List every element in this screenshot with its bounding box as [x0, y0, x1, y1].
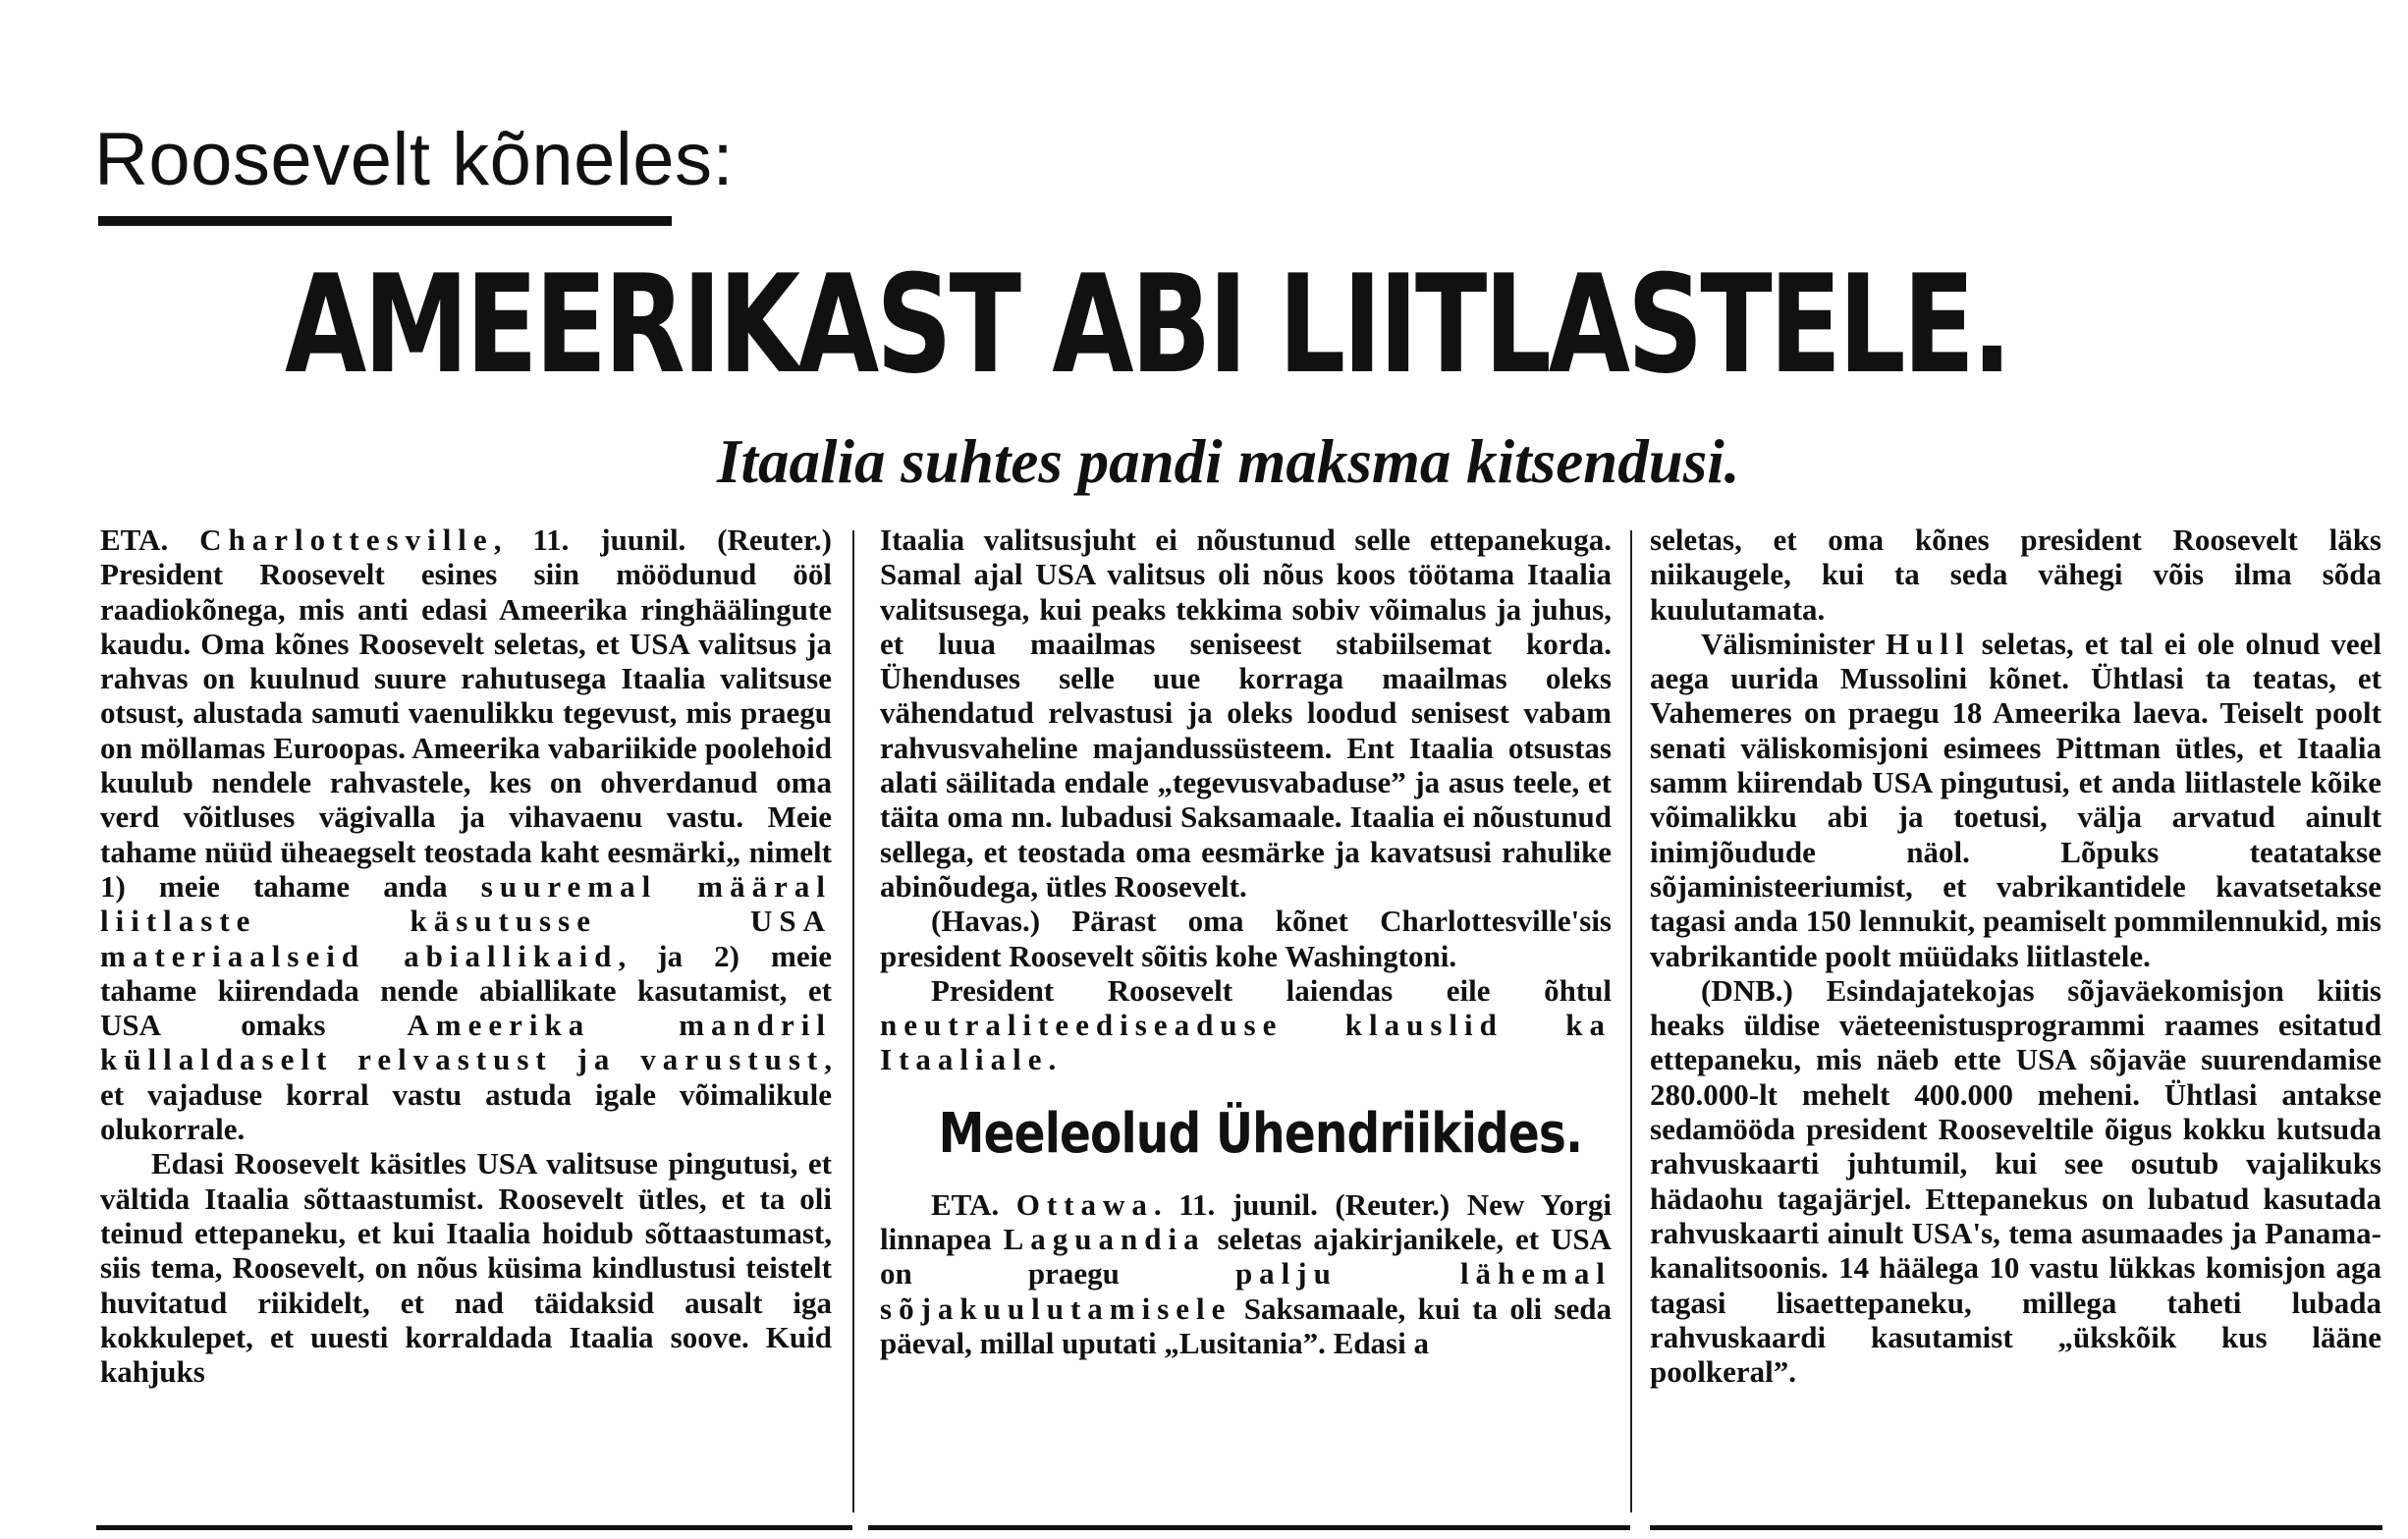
bottom-rule-middle [868, 1525, 1630, 1530]
paragraph: Itaalia valitsusjuht ei nõustunud selle ettepanekuga. Samal ajal USA valitsus oli nõus koos töötama Itaalia valitsusega, kui peaks tekkima sobiv võimalus ja juhus, et luua maailmas seniseest stabiilsemat korda. Ühenduses selle uue korraga maailmas oleks vähendatud relvastusi ja oleks loodud senisest vabam rahvusvaheline majandussüsteem. Ent Itaalia otsustas alati säilitada endale „tegevusvabaduse” ja asus teele, et täita oma nn. lubadusi Saksamaale. Itaalia ei nõustunud sellega, et teostada oma eesmärke ja kavatsusi rahulike abinõudega, ütles Roosevelt. [880, 522, 1612, 904]
column-rule-2 [1630, 530, 1632, 1512]
column-rule-1 [852, 530, 854, 1512]
paragraph: Välisminister Hull seletas, et tal ei ole olnud veel aega uurida Mussolini kõnet. Ühtlasi ta teatas, et Vahemeres on praegu 18 Ameerika laeva. Teiselt poolt senati väliskomisjoni esimees Pittman ütles, et Itaalia samm kiirendab USA pingutusi, et anda liitlastele kõike võimalikku abi ja toetusi, välja arvatud ainult inimjõudude näol. Lõpuks teatatakse sõjaministeeriumist, et vabrikantidele kavatsetakse tagasi anda 150 lennukit, peamiselt pommilennukid, mis vabrikantide poolt müüdaks liitlastele. [1650, 626, 2382, 973]
paragraph: (DNB.) Esindajatekojas sõjaväekomisjon kiitis heaks üldise väeteenistusprogrammi raames esitatud ettepaneku, mis näeb ette USA sõjaväe suurendamise 280.000-lt mehelt 400.000 meheni. Ühtlasi antakse sedamööda president Rooseveltile õigus kokku kutsuda rahvuskaarti juhtumil, kui see osutub vajalikuks hädaohu tagajärjel. Ettepanekus on lubatud kasutada rahvuskaarti ainult USA's, tema asumaades ja Panama-kanalitsoonis. 14 häälega 10 vastu lükkas komisjon aga tagasi lisaettepaneku, millega taheti lubada rahvuskaardi kasutamist „ükskõik kus lääne poolkeral”. [1650, 972, 2381, 1390]
agency-tag: ETA. [100, 522, 200, 557]
paragraph: Edasi Roosevelt käsitles USA valitsuse pingutusi, et vältida Itaalia sõttaastumist. Roosevelt ütles, et ta oli teinud ettepaneku, et kui Itaalia hoidub sõttaastumast, siis tema, Roosevelt, on nõus küsima kindlustusi teistelt huvitatud riikidelt, et nad täidaksid ausalt iga kokkulepet, et uuesti korraldada Itaalia soove. Kuid kahjuks [100, 1146, 832, 1390]
paragraph: seletas, et oma kõnes president Roosevelt läks niikaugele, kui ta seda vähegi võis ilma sõda kuulutamata. [1650, 522, 2381, 627]
spaced-emphasis: neutraliteediseaduse klauslid ka Itaaliale [880, 1008, 1612, 1077]
dateline-place: Ottawa [1015, 1186, 1154, 1222]
paragraph: ETA. Charlottesville, 11. juunil. (Reuter.) President Roosevelt esines siin möödunud ööl raadiokõnega, mis anti edasi Ameerika ringhäälingute kaudu. Oma kõnes Roosevelt seletas, et USA valitsus ja rahvas on kuulnud suure rahutusega Itaalia valitsuse otsust, alustada samuti vaenulikku tegevust, mis praegu on möllamas Euroopas. Ameerika vabariikide poolehoid kuulub nendele rahvastele, kes on ohverdanud oma verd võitluses vägivalla ja vihavaenu vastu. Meie tahame nüüd üheaegselt teostada kaht eesmärki„ nimelt 1) meie tahame anda suuremal määral liitlaste käsutusse USA materiaalseid abiallikaid, ja 2) meie tahame kiirendada nende abiallikate kasutamist, et USA omaks Ameerika mandril küllaldaselt relvastust ja varustust, et vajaduse korral vastu astuda igale võimalikule olukorrale. [100, 522, 833, 1147]
agency-tag: ETA. [931, 1186, 1016, 1222]
dateline-place: Charlottesville [199, 522, 494, 557]
article-subheadline: Itaalia suhtes pandi maksma kitsendusi. [717, 427, 1740, 496]
bottom-rule-right [1650, 1525, 2382, 1530]
article-kicker: Roosevelt kõneles: [94, 118, 735, 201]
paragraph: (Havas.) Pärast oma kõnet Charlottesville'sis president Roosevelt sõitis kohe Washingtoni. [880, 904, 1612, 973]
spaced-emphasis: Ameerika mandril küllaldaselt relvastust ja varustust [100, 1008, 832, 1077]
spaced-name: Laguandia [1003, 1222, 1206, 1257]
spaced-emphasis: palju lähemal sõjakuulutamisele [880, 1256, 1612, 1326]
bottom-rule-left [96, 1525, 852, 1530]
column-1 [100, 522, 832, 1389]
spaced-name: Hull [1886, 626, 1971, 661]
article-headline: AMEERIKAST ABI LIITLASTELE. [285, 246, 2009, 404]
spaced-emphasis: suuremal määral liitlaste käsutusse USA materiaalseid abiallikaid [100, 868, 833, 973]
column-2 [880, 522, 1612, 1360]
paragraph: President Roosevelt laiendas eile õhtul neutraliteediseaduse klauslid ka Itaaliale. [880, 972, 1612, 1077]
column-3 [1650, 522, 2381, 1389]
kicker-underline [98, 216, 672, 226]
paragraph: ETA. Ottawa. 11. juunil. (Reuter.) New Yorgi linnapea Laguandia seletas ajakirjanikele, et USA on praegu palju lähemal sõjakuulutamisele Saksamaale, kui ta oli seda päeval, millal uputati „Lusitania”. Edasi a [880, 1186, 1612, 1360]
section-heading: Meeleolud Ühendriikides. [938, 1101, 1583, 1166]
